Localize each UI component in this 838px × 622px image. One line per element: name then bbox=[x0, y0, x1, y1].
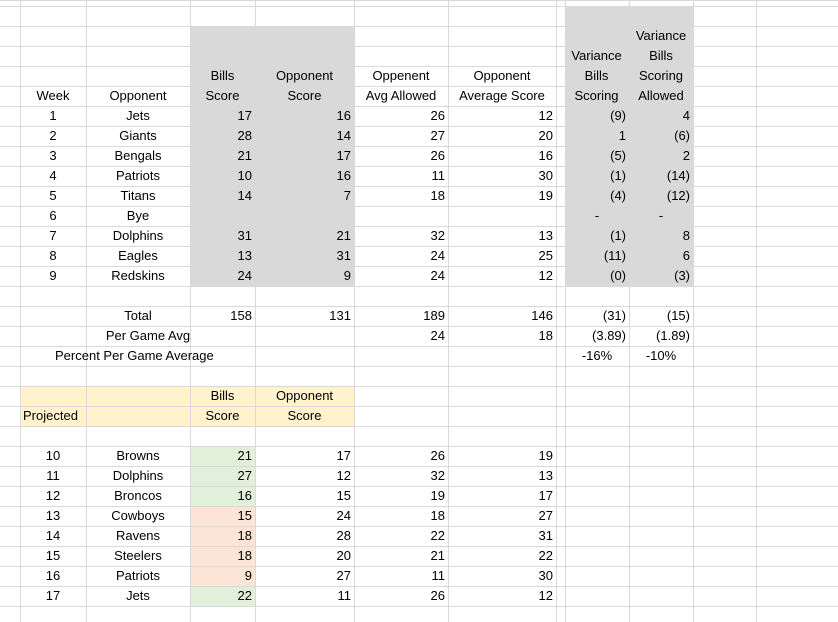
variance-scoring-cell: - bbox=[594, 208, 600, 223]
bills-score-cell bbox=[190, 206, 255, 226]
projected-opp-avg-score-cell: 12 bbox=[538, 588, 553, 603]
header-variance-scoring: Variance bbox=[571, 48, 622, 63]
row-gridline bbox=[0, 46, 838, 47]
projected-opp-allowed-cell: 26 bbox=[430, 588, 445, 603]
bills-score-cell: 21 bbox=[237, 148, 252, 163]
week-cell: 9 bbox=[49, 268, 57, 283]
projected-opponent-score-cell: 12 bbox=[336, 468, 351, 483]
header-opponent-score: Score bbox=[287, 88, 322, 103]
opponent-cell: Bengals bbox=[114, 148, 162, 163]
projected-opponent-cell: Dolphins bbox=[112, 468, 164, 483]
opp-avg-allowed-cell: 24 bbox=[430, 268, 445, 283]
opponent-score-cell: 14 bbox=[336, 128, 351, 143]
opponent-cell: Jets bbox=[126, 108, 150, 123]
total-allowed: 189 bbox=[423, 308, 445, 323]
variance-allowed-cell: 4 bbox=[682, 108, 690, 123]
total-bills: 158 bbox=[230, 308, 252, 323]
variance-scoring-cell: (5) bbox=[610, 148, 626, 163]
column-gridline bbox=[756, 0, 757, 622]
total-variance-scoring: (31) bbox=[602, 308, 626, 323]
opponent-cell: Dolphins bbox=[112, 228, 164, 243]
week-cell: 1 bbox=[49, 108, 57, 123]
bills-score-cell: 28 bbox=[237, 128, 252, 143]
projected-opponent-cell: Cowboys bbox=[111, 508, 165, 523]
projected-opponent-score-cell: 28 bbox=[336, 528, 351, 543]
percent-variance-allowed: -10% bbox=[645, 348, 677, 363]
projected-opp-avg-score-cell: 22 bbox=[538, 548, 553, 563]
projected-opp-allowed-cell: 32 bbox=[430, 468, 445, 483]
projected-header-opponent: Opponent bbox=[275, 388, 334, 403]
variance-allowed-cell: (12) bbox=[666, 188, 690, 203]
opp-avg-allowed-cell: 26 bbox=[430, 108, 445, 123]
header-opp-avg-score: Average Score bbox=[459, 88, 545, 103]
projected-week-cell: 12 bbox=[45, 488, 61, 503]
variance-allowed-cell: - bbox=[658, 208, 664, 223]
week-cell: 3 bbox=[49, 148, 57, 163]
header-variance-allowed: Variance bbox=[635, 28, 687, 43]
variance-allowed-cell: (14) bbox=[666, 168, 690, 183]
opp-avg-allowed-cell: 26 bbox=[430, 148, 445, 163]
per-game-avg-label: Per Game Avg bbox=[105, 328, 191, 343]
variance-scoring-cell: 1 bbox=[618, 128, 626, 143]
week-cell: 7 bbox=[49, 228, 57, 243]
projected-week-cell: 10 bbox=[45, 448, 61, 463]
opp-avg-allowed-cell: 32 bbox=[430, 228, 445, 243]
per-game-variance-scoring: (3.89) bbox=[592, 328, 626, 343]
header-opponent: Opponent bbox=[109, 88, 167, 103]
projected-header-opponent: Score bbox=[287, 408, 322, 423]
projected-bills-score-cell: 22 bbox=[237, 588, 252, 603]
opp-avg-score-cell: 25 bbox=[538, 248, 553, 263]
opp-avg-score-cell: 13 bbox=[538, 228, 553, 243]
projected-bills-score-cell: 9 bbox=[244, 568, 252, 583]
opp-avg-score-cell: 20 bbox=[538, 128, 553, 143]
variance-allowed-cell: 6 bbox=[682, 248, 690, 263]
projected-week-cell: 11 bbox=[46, 468, 60, 483]
row-gridline bbox=[0, 26, 838, 27]
opponent-score-cell: 7 bbox=[343, 188, 351, 203]
bills-score-cell: 10 bbox=[237, 168, 252, 183]
header-bills-score: Bills bbox=[210, 68, 235, 83]
projected-opp-allowed-cell: 11 bbox=[431, 568, 445, 583]
variance-allowed-cell: 8 bbox=[682, 228, 690, 243]
bills-score-cell: 17 bbox=[237, 108, 252, 123]
row-gridline bbox=[0, 366, 838, 367]
bills-score-cell: 24 bbox=[237, 268, 252, 283]
header-bills-score: Score bbox=[205, 88, 240, 103]
projected-opp-allowed-cell: 18 bbox=[430, 508, 445, 523]
opponent-score-cell: 9 bbox=[343, 268, 351, 283]
projected-opponent-score-cell: 17 bbox=[336, 448, 351, 463]
projected-opponent-cell: Steelers bbox=[114, 548, 162, 563]
per-game-allowed: 24 bbox=[430, 328, 445, 343]
opp-avg-allowed-cell: 11 bbox=[431, 168, 445, 183]
opponent-score-cell: 16 bbox=[336, 108, 351, 123]
header-week: Week bbox=[36, 88, 70, 103]
projected-week-cell: 13 bbox=[45, 508, 61, 523]
projected-bills-score-cell: 27 bbox=[237, 468, 252, 483]
opponent-cell: Bye bbox=[126, 208, 150, 223]
opp-avg-score-cell: 12 bbox=[538, 268, 553, 283]
projected-opp-avg-score-cell: 30 bbox=[538, 568, 553, 583]
variance-scoring-cell: (4) bbox=[610, 188, 626, 203]
percent-variance-scoring: -16% bbox=[581, 348, 613, 363]
opponent-score-cell: 17 bbox=[336, 148, 351, 163]
opp-avg-allowed-cell: 27 bbox=[430, 128, 445, 143]
row-gridline bbox=[0, 0, 838, 1]
row-gridline bbox=[0, 426, 838, 427]
projected-bills-score-cell: 18 bbox=[237, 528, 252, 543]
opp-avg-score-cell: 30 bbox=[538, 168, 553, 183]
variance-allowed-cell: (3) bbox=[674, 268, 690, 283]
header-opp-avg-allowed: Oppenent bbox=[372, 68, 430, 83]
projected-opp-allowed-cell: 22 bbox=[430, 528, 445, 543]
projected-bills-score-cell: 15 bbox=[237, 508, 252, 523]
projected-bills-score-cell: 21 bbox=[237, 448, 252, 463]
projected-week-cell: 17 bbox=[45, 588, 61, 603]
projected-opp-allowed-cell: 19 bbox=[430, 488, 445, 503]
variance-allowed-cell: (6) bbox=[674, 128, 690, 143]
week-cell: 8 bbox=[49, 248, 57, 263]
projected-opponent-score-cell: 24 bbox=[336, 508, 351, 523]
header-opponent-score: Opponent bbox=[275, 68, 334, 83]
row-gridline bbox=[0, 386, 838, 387]
projected-label: Projected bbox=[23, 408, 78, 423]
variance-scoring-cell: (1) bbox=[610, 168, 626, 183]
opp-avg-score-cell: 19 bbox=[538, 188, 553, 203]
opponent-score-cell: 31 bbox=[336, 248, 351, 263]
projected-opponent-score-cell: 11 bbox=[337, 588, 351, 603]
opp-avg-allowed-cell: 18 bbox=[430, 188, 445, 203]
projected-opponent-score-cell: 20 bbox=[336, 548, 351, 563]
header-variance-scoring: Bills bbox=[584, 68, 609, 83]
projected-opponent-cell: Ravens bbox=[115, 528, 161, 543]
percent-per-game-label: Percent Per Game Average bbox=[55, 348, 214, 363]
projected-opponent-score-cell: 15 bbox=[336, 488, 351, 503]
variance-scoring-cell: (0) bbox=[610, 268, 626, 283]
opp-avg-allowed-cell: 24 bbox=[430, 248, 445, 263]
projected-opponent-cell: Patriots bbox=[115, 568, 161, 583]
projected-opponent-cell: Browns bbox=[116, 448, 160, 463]
projected-opp-allowed-cell: 21 bbox=[430, 548, 445, 563]
per-game-variance-allowed: (1.89) bbox=[656, 328, 690, 343]
variance-allowed-cell: 2 bbox=[682, 148, 690, 163]
opp-avg-allowed-cell bbox=[354, 206, 448, 226]
projected-opponent-score-cell: 27 bbox=[336, 568, 351, 583]
total-label: Total bbox=[124, 308, 152, 323]
variance-scoring-cell: (11) bbox=[603, 248, 626, 263]
bills-score-cell: 31 bbox=[237, 228, 252, 243]
per-game-avg-score: 18 bbox=[538, 328, 553, 343]
week-cell: 2 bbox=[49, 128, 57, 143]
projected-week-cell: 14 bbox=[45, 528, 61, 543]
week-cell: 5 bbox=[49, 188, 57, 203]
projected-bills-score-cell: 18 bbox=[237, 548, 252, 563]
projected-opp-allowed-cell: 26 bbox=[430, 448, 445, 463]
header-variance-allowed: Bills bbox=[649, 48, 673, 63]
row-gridline bbox=[0, 606, 838, 607]
total-opponent: 131 bbox=[329, 308, 351, 323]
projected-opponent-cell: Jets bbox=[126, 588, 150, 603]
opponent-cell: Giants bbox=[119, 128, 157, 143]
opponent-cell: Eagles bbox=[118, 248, 158, 263]
header-variance-scoring: Scoring bbox=[574, 88, 619, 103]
projected-header-bills: Score bbox=[205, 408, 240, 423]
header-opp-avg-score: Opponent bbox=[473, 68, 531, 83]
total-variance-allowed: (15) bbox=[666, 308, 690, 323]
projected-week-cell: 15 bbox=[45, 548, 61, 563]
projected-opp-avg-score-cell: 31 bbox=[538, 528, 553, 543]
opponent-score-cell: 16 bbox=[336, 168, 351, 183]
opp-avg-score-cell: 16 bbox=[538, 148, 553, 163]
variance-scoring-cell: (1) bbox=[610, 228, 626, 243]
header-variance-allowed: Scoring bbox=[638, 68, 684, 83]
opp-avg-score-cell bbox=[448, 206, 556, 226]
week-cell: 4 bbox=[49, 168, 57, 183]
variance-scoring-cell: (9) bbox=[610, 108, 626, 123]
projected-opp-avg-score-cell: 13 bbox=[538, 468, 553, 483]
opponent-score-cell bbox=[255, 206, 354, 226]
projected-header-bills: Bills bbox=[210, 388, 235, 403]
bills-score-cell: 13 bbox=[237, 248, 252, 263]
opp-avg-score-cell: 12 bbox=[538, 108, 553, 123]
row-gridline bbox=[0, 286, 838, 287]
column-gridline bbox=[693, 0, 694, 622]
column-gridline bbox=[556, 0, 557, 622]
opponent-cell: Patriots bbox=[115, 168, 161, 183]
total-avg-score: 146 bbox=[531, 308, 553, 323]
projected-opponent-cell: Broncos bbox=[114, 488, 162, 503]
row-gridline bbox=[0, 6, 838, 7]
bills-score-cell: 14 bbox=[237, 188, 252, 203]
projected-opp-avg-score-cell: 17 bbox=[538, 488, 553, 503]
projected-opp-avg-score-cell: 19 bbox=[538, 448, 553, 463]
week-cell: 6 bbox=[49, 208, 57, 223]
opponent-cell: Redskins bbox=[111, 268, 165, 283]
projected-week-cell: 16 bbox=[45, 568, 61, 583]
projected-bills-score-cell: 16 bbox=[237, 488, 252, 503]
opponent-cell: Titans bbox=[120, 188, 156, 203]
header-opp-avg-allowed: Avg Allowed bbox=[365, 88, 437, 103]
projected-opp-avg-score-cell: 27 bbox=[538, 508, 553, 523]
header-variance-allowed: Allowed bbox=[638, 88, 684, 103]
opponent-score-cell: 21 bbox=[336, 228, 351, 243]
